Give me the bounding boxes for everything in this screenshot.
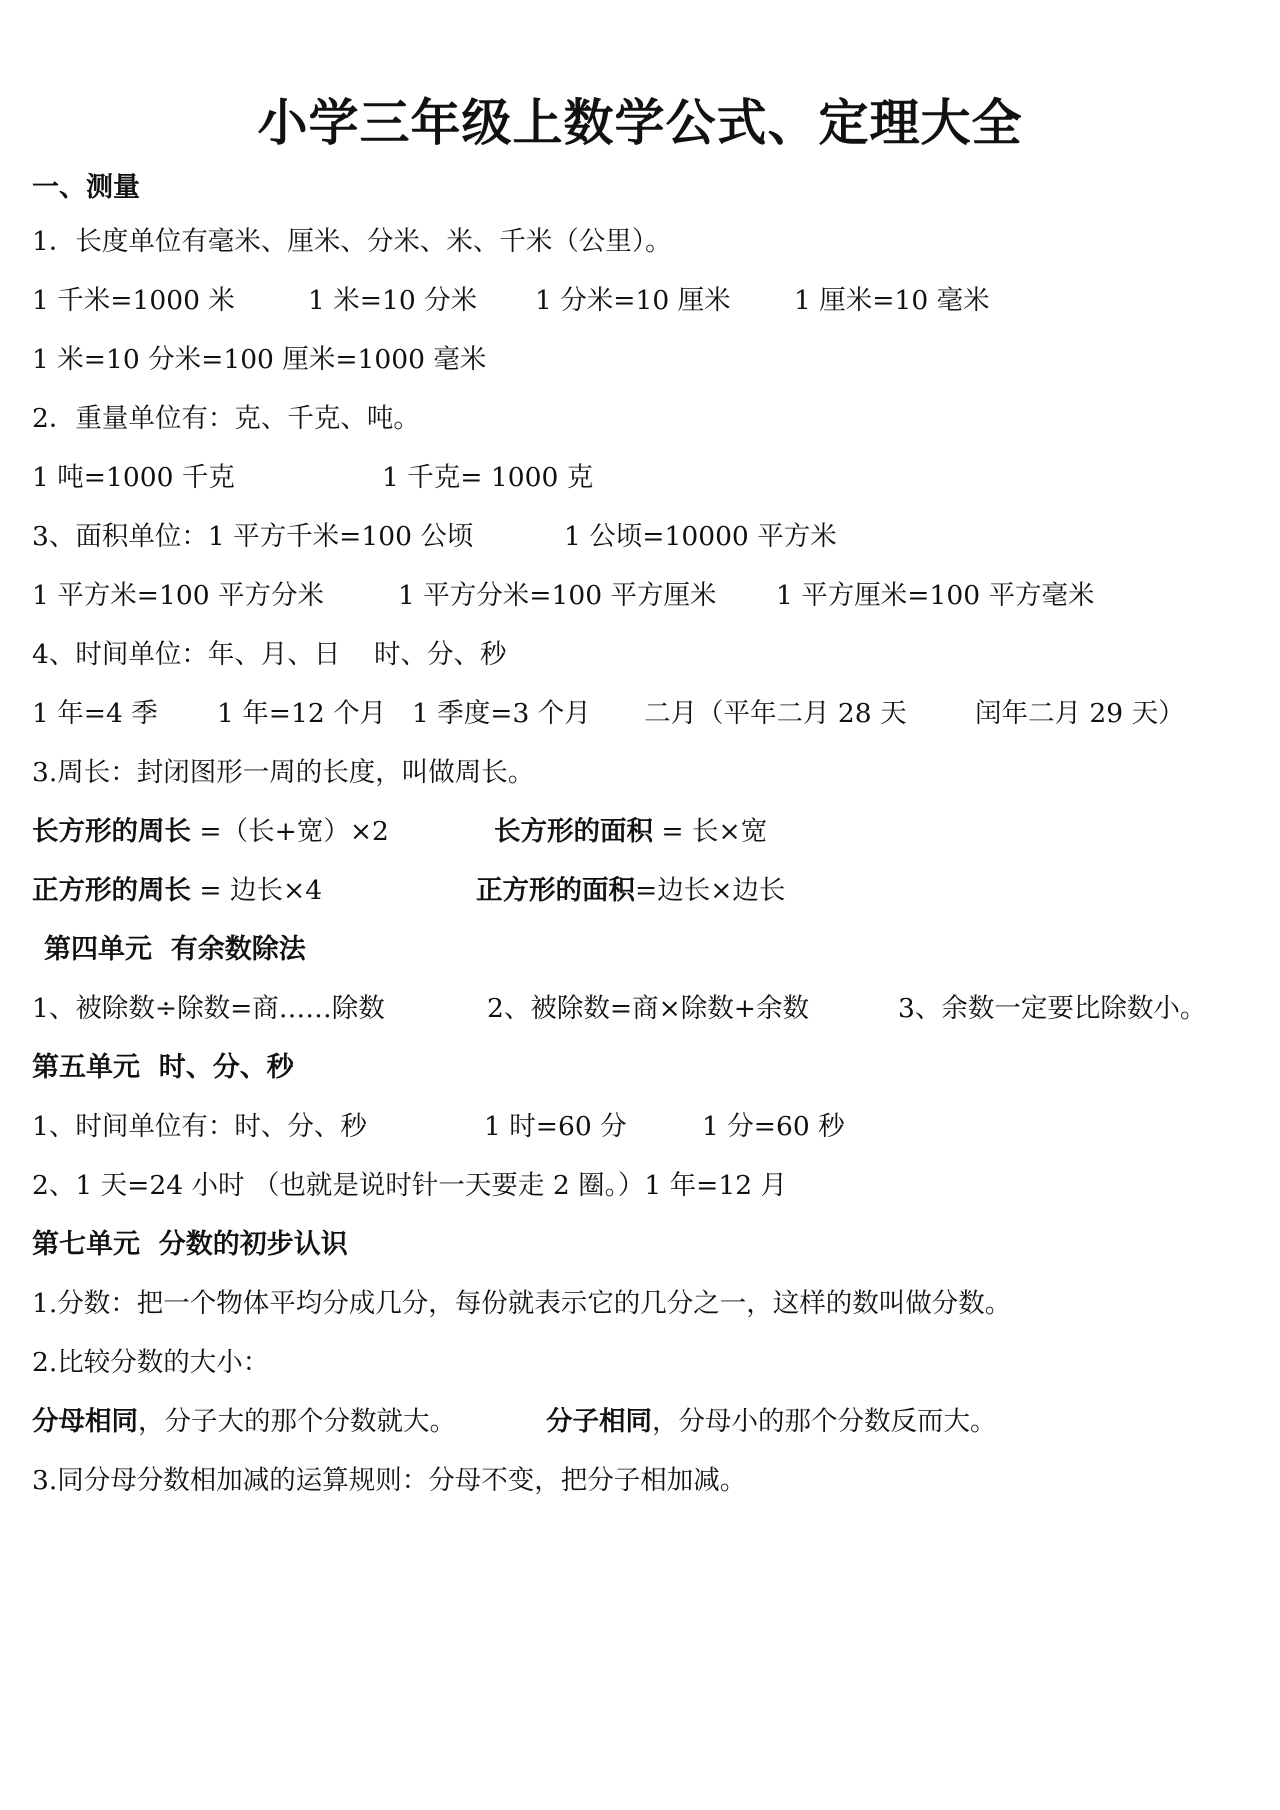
time-conv-feb-leap: 闰年二月 29 天） xyxy=(975,698,1185,729)
unit5-item-3: 1 分=60 秒 xyxy=(702,1111,845,1142)
same-numerator-text: ，分母小的那个分数反而大。 xyxy=(652,1406,997,1437)
rect-area-label: 长方形的面积 xyxy=(494,816,653,847)
same-denominator-label: 分母相同 xyxy=(32,1406,138,1437)
weight-conv-ton: 1 吨=1000 千克 xyxy=(32,462,235,493)
square-perimeter-formula: = 边长×4 xyxy=(191,875,323,906)
unit4-item-1: 1、被除数÷除数=商……除数 xyxy=(32,993,385,1024)
perimeter-definition: 3.周长：封闭图形一周的长度，叫做周长。 xyxy=(32,757,535,788)
page-title: 小学三年级上数学公式、定理大全 xyxy=(257,94,1023,152)
time-units-intro: 4、时间单位：年、月、日 时、分、秒 xyxy=(32,639,507,670)
area-units-intro: 3、面积单位：1 平方千米=100 公顷 xyxy=(32,521,474,552)
square-area-label: 正方形的面积 xyxy=(476,875,635,906)
fraction-add-rule: 3.同分母分数相加减的运算规则：分母不变，把分子相加减。 xyxy=(32,1465,747,1496)
section-heading-unit5: 第五单元 时、分、秒 xyxy=(32,1052,294,1083)
square-perimeter xyxy=(32,871,322,911)
length-chain: 1 米=10 分米=100 厘米=1000 毫米 xyxy=(32,344,487,375)
weight-conv-kg: 1 千克= 1000 克 xyxy=(382,462,594,493)
same-numerator-label: 分子相同 xyxy=(546,1406,652,1437)
time-conv-months: 1 年=12 个月 xyxy=(217,698,387,729)
fraction-definition: 1.分数：把一个物体平均分成几分，每份就表示它的几分之一，这样的数叫做分数。 xyxy=(32,1288,1012,1319)
rect-perimeter-formula: =（长+宽）×2 xyxy=(191,816,389,847)
square-area xyxy=(476,871,785,911)
area-conv-sqm: 1 平方米=100 平方分米 xyxy=(32,580,324,611)
area-conv-sqcm: 1 平方厘米=100 平方毫米 xyxy=(776,580,1095,611)
weight-units-intro: 2．重量单位有：克、千克、吨。 xyxy=(32,403,420,434)
length-conv-km: 1 千米=1000 米 xyxy=(32,285,235,316)
section-heading-unit7: 第七单元 分数的初步认识 xyxy=(32,1229,348,1260)
area-conv-hectare: 1 公顷=10000 平方米 xyxy=(564,521,837,552)
unit5-row-1 xyxy=(32,1107,1262,1307)
section-heading-unit4: 第四单元 有余数除法 xyxy=(44,934,306,965)
unit5-item-1: 1、时间单位有：时、分、秒 xyxy=(32,1111,367,1142)
rect-area xyxy=(494,812,767,852)
same-denominator-rule xyxy=(32,1402,456,1442)
fraction-compare-intro: 2.比较分数的大小： xyxy=(32,1347,270,1378)
time-conv-quarter: 1 季度=3 个月 xyxy=(412,698,591,729)
time-conv-feb-common: 二月（平年二月 28 天 xyxy=(644,698,907,729)
time-conv-seasons: 1 年=4 季 xyxy=(32,698,158,729)
length-conv-cm: 1 厘米=10 毫米 xyxy=(794,285,990,316)
length-conv-dm: 1 分米=10 厘米 xyxy=(535,285,731,316)
unit5-item-2: 1 时=60 分 xyxy=(484,1111,627,1142)
unit4-item-3: 3、余数一定要比除数小。 xyxy=(898,993,1207,1024)
area-conv-sqdm: 1 平方分米=100 平方厘米 xyxy=(398,580,717,611)
same-numerator-rule xyxy=(546,1402,997,1442)
rect-perimeter xyxy=(32,812,389,852)
length-conv-m: 1 米=10 分米 xyxy=(308,285,478,316)
section-heading-measure: 一、测量 xyxy=(32,172,140,203)
length-units-intro: 1．长度单位有毫米、厘米、分米、米、千米（公里）。 xyxy=(32,226,672,257)
unit5-day-line: 2、1 天=24 小时 （也就是说时针一天要走 2 圈。）1 年=12 月 xyxy=(32,1170,788,1201)
square-perimeter-label: 正方形的周长 xyxy=(32,875,191,906)
rect-perimeter-label: 长方形的周长 xyxy=(32,816,191,847)
rect-area-formula: = 长×宽 xyxy=(653,816,768,847)
same-denominator-text: ，分子大的那个分数就大。 xyxy=(138,1406,456,1437)
unit4-item-2: 2、被除数=商×除数+余数 xyxy=(487,993,809,1024)
square-area-formula: =边长×边长 xyxy=(635,875,786,906)
